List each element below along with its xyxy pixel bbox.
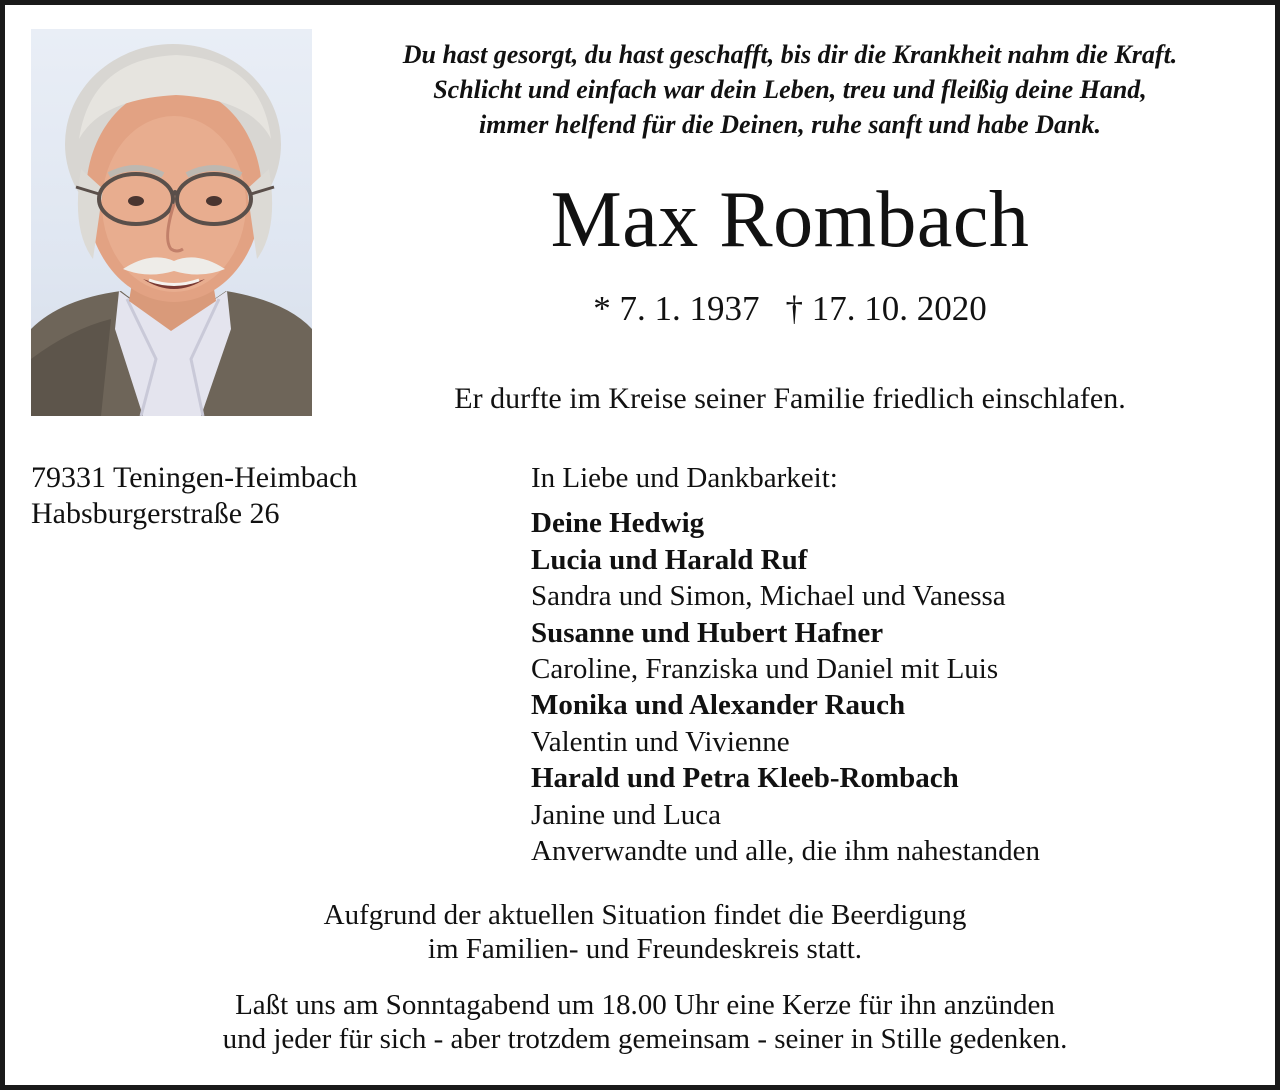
mourner-line: Valentin und Vivienne [531,725,790,758]
mourner-line: Susanne und Hubert Hafner [531,616,884,649]
birth-date: * 7. 1. 1937 [593,289,760,328]
portrait-photo [31,29,312,416]
funeral-line: Aufgrund der aktuellen Situation findet die Beerdigung [323,899,967,931]
poem-line: immer helfend für die Deinen, ruhe sanft und habe Dank. [479,110,1101,139]
mourner-line: Sandra und Simon, Michael und Vanessa [531,580,1006,613]
mourner-line: Harald und Petra Kleeb-Rombach [531,762,959,795]
poem-line: Schlicht und einfach war dein Leben, treu und fleißig deine Hand, [433,75,1147,104]
candle-line: Laßt uns am Sonntagabend um 18.00 Uhr eine Kerze für ihn anzünden [235,989,1055,1021]
funeral-line: im Familien- und Freundeskreis statt. [427,933,863,965]
mourners-intro: In Liebe und Dankbarkeit: [531,462,838,494]
candle-notice [5,988,1280,1056]
memorial-poem [325,37,1255,142]
death-note: Er durfte im Kreise seiner Familie friedlich einschlafen. [454,382,1126,415]
mourner-line: Caroline, Franziska und Daniel mit Luis [531,653,999,686]
candle-line: und jeder für sich - aber trotzdem gemeinsam - seiner in Stille gedenken. [222,1023,1068,1055]
address-line: 79331 Teningen-Heimbach [31,461,358,494]
life-dates [325,285,1255,333]
funeral-notice [5,898,1280,966]
mourner-line: Anverwandte und alle, die ihm nahestanden [531,835,1040,868]
mourners-list [531,460,1040,869]
deceased-name: Max Rombach [550,176,1030,264]
poem-line: Du hast gesorgt, du hast geschafft, bis dir die Krankheit nahm die Kraft. [402,40,1178,69]
death-date: † 17. 10. 2020 [785,289,987,328]
mourner-line: Deine Hedwig [531,507,705,540]
mourner-line: Janine und Luca [531,798,722,831]
family-address [31,460,357,532]
portrait-image [31,29,312,416]
address-line: Habsburgerstraße 26 [31,497,280,530]
mourner-line: Monika und Alexander Rauch [531,689,906,722]
mourner-line: Lucia und Harald Ruf [531,543,808,576]
